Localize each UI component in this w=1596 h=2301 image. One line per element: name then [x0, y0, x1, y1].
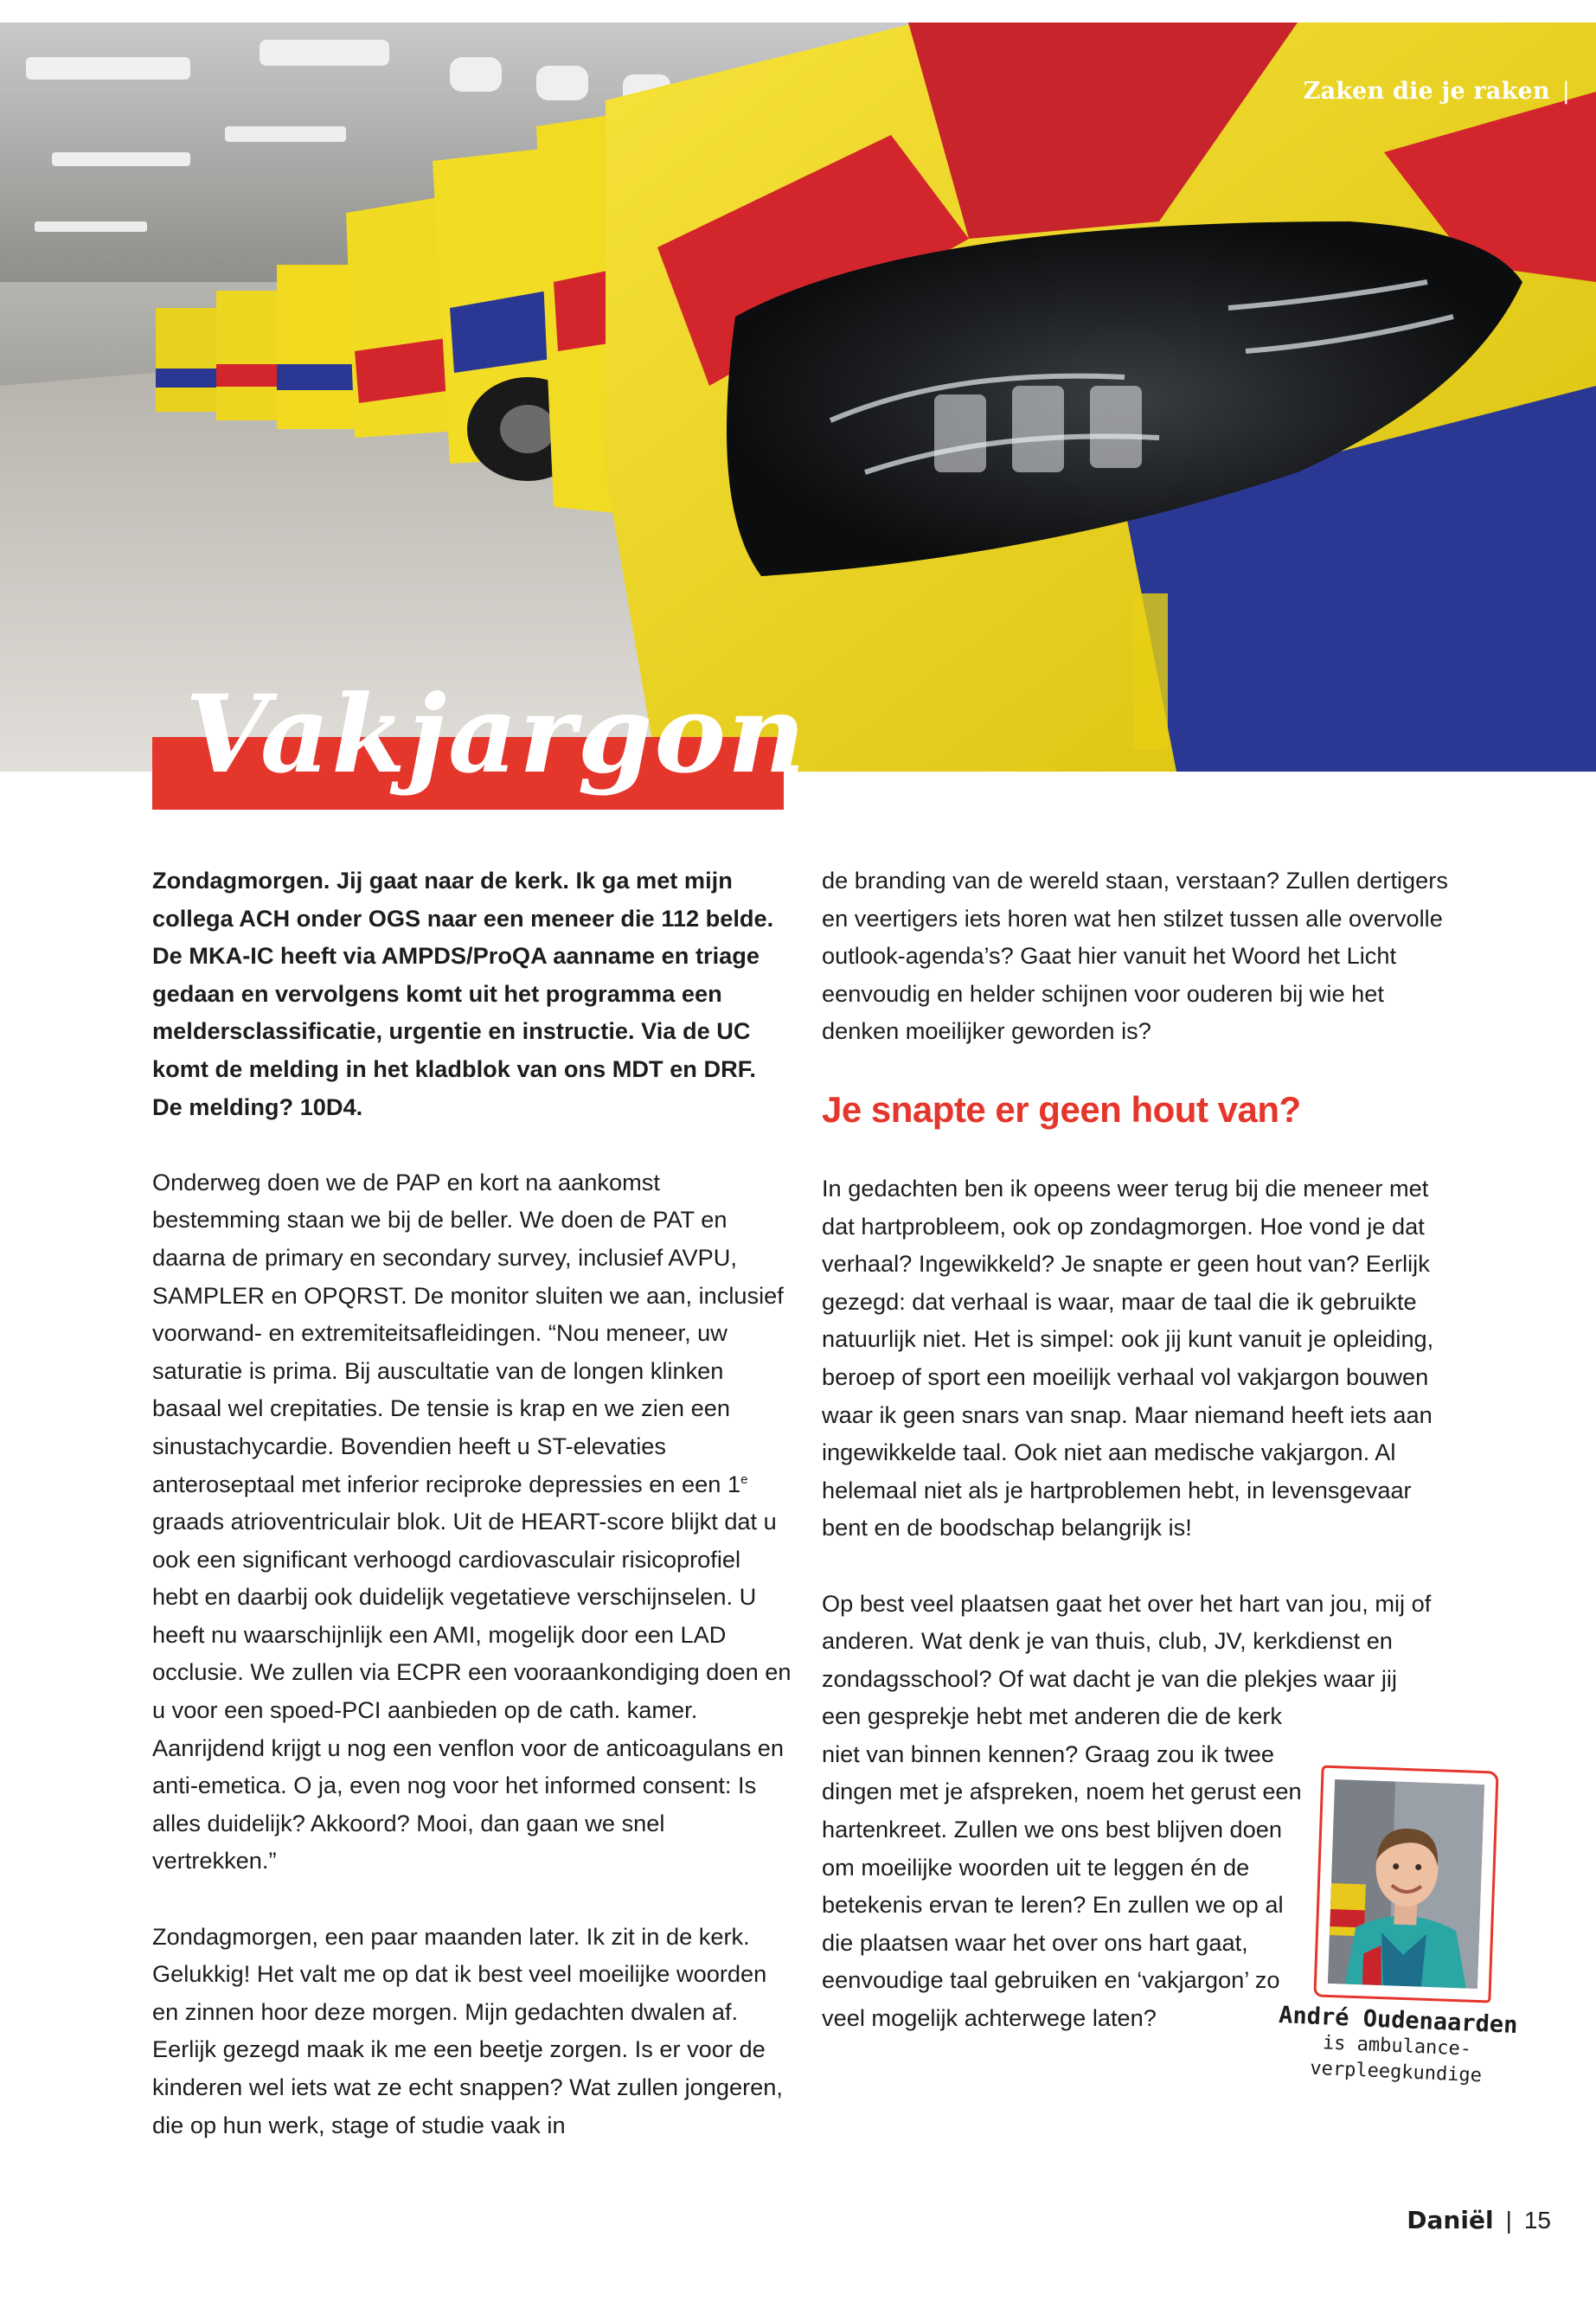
rubric-separator: | [1561, 78, 1570, 105]
page-title: Vakjargon [185, 672, 808, 798]
body-paragraph-5-wide: Op best veel plaatsen gaat het over het hart van jou, mij of anderen. Wat denk je van thuis, club, JV, kerkdienst en zondagsschool? Of wat dacht je van die plekjes waar jij [822, 1589, 1432, 1692]
body-paragraph-2: Zondagmorgen, een paar maanden later. Ik zit in de kerk. Gelukkig! Het valt me op dat ik best veel moeilijke woorden en zinnen hoor deze morgen. Mijn gedachten dwalen af. Eerlijk gezegd maak ik me een beetje zorgen. Is er voor de kinderen wel iets wat ze echt snappen? Wat zullen jongeren, die op hun werk, stage of studie vaak in [152, 1922, 783, 2138]
author-photo-illustration [1328, 1779, 1484, 1989]
author-credit [1257, 2001, 1537, 2092]
page-number: 15 [1523, 2207, 1551, 2234]
body-paragraph-4: In gedachten ben ik opeens weer terug bij die meneer met dat hartprobleem, ook op zondagmorgen. Hoe vond je dat verhaal? Ingewikkeld? Je snapte er geen hout van? Eerlijk gezegd: dat verhaal is waar, maar de taal die ik gebruikte natuurlijk niet. Het is simpel: ook jij kunt vanuit je opleiding, beroep of sport een moeilijk verhaal vol vakjargon bouwen waar ik geen snars van snap. Maar niemand heeft iets aan ingewikkelde taal. Ook niet aan medische vakjargon. Al helemaal niet als je hartproblemen hebt, in levensgevaar bent en de boodschap belangrijk is! [822, 1174, 1434, 1541]
section-rubric [1304, 78, 1570, 105]
page-folio [1407, 2206, 1551, 2234]
folio-separator: | [1505, 2207, 1512, 2234]
left-column [152, 862, 792, 2144]
subheading: Je snapte er geen hout van? [822, 1088, 1301, 1130]
author-portrait [1313, 1766, 1498, 2003]
body-paragraph-3: de branding van de wereld staan, verstaan? Zullen dertigers en veertigers iets horen wat hen stilzet tussen alle overvolle outlook-agenda’s? Gaat hier vanuit het Woord het Licht eenvoudig en helder schijnen voor ouderen bij wie het denken moeilijker geworden is? [822, 867, 1448, 1045]
body-paragraph-1-part-b: graads atrioventriculair blok. Uit de HEART-score blijkt dat u ook een significant verhoogd cardiovasculair risicoprofiel hebt en daarbij ook duidelijk vegetatieve verschijnselen. U heeft nu waarschijnlijk een AMI, mogelijk door een LAD occlusie. We zullen via ECPR een vooraankondiging doen en u voor een spoed-PCI aanbieden op de cath. kamer. Aanrijdend krijgt u nog een venflon voor de anticoagulans en anti-emetica. O ja, even nog voor het informed consent: Is alles duidelijk? Akkoord? Mooi, dan gaan we snel vertrekken.” [152, 1508, 792, 1875]
author-role-line-2: verpleegkundige [1309, 2057, 1483, 2087]
intro-paragraph: Zondagmorgen. Jij gaat naar de kerk. Ik ga met mijn collega ACH onder OGS naar een meneer die 112 belde. De MKA-IC heeft via AMPDS/ProQA aanname en triage gedaan en vervolgens komt uit het programma een meldersclassificatie, urgentie en instructie. Via de UC komt de melding in het kladblok van ons MDT en DRF. De melding? 10D4. [152, 867, 774, 1120]
body-paragraph-5-narrow: een gesprekje hebt met anderen die de kerk niet van binnen kennen? Graag zou ik twee dingen met je afspreken, noem het gerust een hartenkreet. Zullen we ons best blijven doen om moeilijke woorden uit te leggen én de betekenis ervan te leren? En zullen we op al die plaatsen waar het over ons hart gaat, eenvoudige taal gebruiken en ‘vakjargon’ zo veel mogelijk achterwege laten? [822, 1702, 1302, 2032]
body-paragraph-1 [152, 1163, 792, 1880]
rubric-label: Zaken die je raken [1303, 78, 1550, 105]
body-paragraph-1-part-a: Onderweg doen we de PAP en kort na aankomst bestemming staan we bij de beller. We doen de PAT en daarna de primary en secondary survey, inclusief AVPU, SAMPLER en OPQRST. De monitor sluiten we aan, inclusief voorwand- en extremiteitsafleidingen. “Nou meneer, uw saturatie is prima. Bij auscultatie van de longen klinken basaal wel crepitaties. De tensie is krap en we zien een sinustachycardie. Bovendien heeft u ST-elevaties anteroseptaal met inferior reciproke depressies en een 1 [152, 1168, 784, 1497]
heart-icon [1304, 78, 1596, 772]
magazine-name: Daniël [1407, 2206, 1494, 2234]
header-photo [0, 22, 1596, 772]
author-name: André Oudenaarden [1278, 2002, 1519, 2040]
author-photo [1328, 1779, 1484, 1989]
superscript-ordinal: e [740, 1471, 748, 1487]
author-role-line-1: is ambulance- [1322, 2032, 1472, 2061]
